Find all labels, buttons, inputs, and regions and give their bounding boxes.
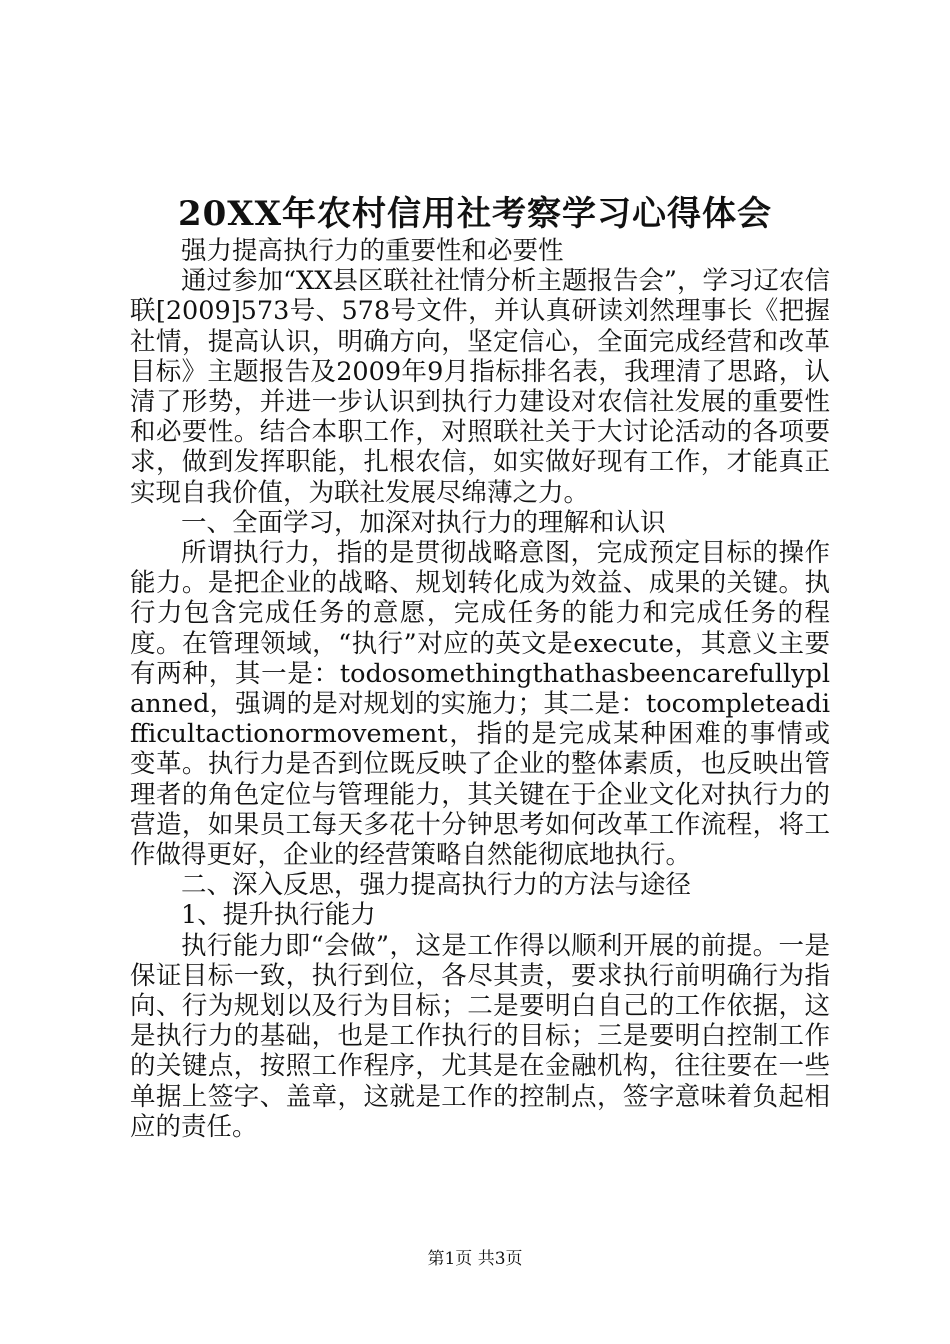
paragraph-heading: 强力提高执行力的重要性和必要性	[181, 236, 564, 266]
paragraph: 所谓执行力，指的是贯彻战略意图，完成预定目标的操作能力。是把企业的战略、规划转化成为效益、成果的关键。执行力包含完成任务的意愿，完成任务的能力和完成任务的程度。在管理领域，“执行”对应的英文是execute，其意义主要有两种，其一是：todosomethingthathasbeencarefullyplanned，强调的是对规划的实施力；其二是：tocompleteadifficultactionormovement，指的是完成某种困难的事情或变革。执行力是否到位既反映了企业的整体素质，也反映出管理者的角色定位与管理能力，其关键在于企业文化对执行力的营造，如果员工每天多花十分钟思考如何改革工作流程，将工作做得更好，企业的经营策略自然能彻底地执行。	[130, 538, 830, 871]
subsection-heading: 1、提升执行能力	[181, 900, 376, 931]
section-heading: 二、深入反思，强力提高执行力的方法与途径	[181, 870, 692, 901]
document-body	[130, 236, 830, 1142]
paragraph: 执行能力即“会做”，这是工作得以顺利开展的前提。一是保证目标一致，执行到位，各尽其责，要求执行前明确行为指向、行为规划以及行为目标；二是要明白自己的工作依据，这是执行力的基础，也是工作执行的目标；三是要明白控制工作的关键点，按照工作程序，尤其是在金融机构，往往要在一些单据上签字、盖章，这就是工作的控制点，签字意味着负起相应的责任。	[130, 930, 830, 1142]
page-footer: 第1页 共3页	[427, 1249, 523, 1269]
document-title: 20XX年农村信用社考察学习心得体会	[177, 194, 773, 234]
section-heading: 一、全面学习，加深对执行力的理解和认识	[181, 507, 666, 538]
paragraph: 通过参加“XX县区联社社情分析主题报告会”，学习辽农信联[2009]573号、578号文件，并认真研读刘然理事长《把握社情，提高认识，明确方向，坚定信心，全面完成经营和改革目标》主题报告及2009年9月指标排名表，我理清了思路，认清了形势，并进一步认识到执行力建设对农信社发展的重要性和必要性。结合本职工作，对照联社关于大讨论活动的各项要求，做到发挥职能，扎根农信，如实做好现有工作，才能真正实现自我价值，为联社发展尽绵薄之力。	[130, 266, 830, 508]
